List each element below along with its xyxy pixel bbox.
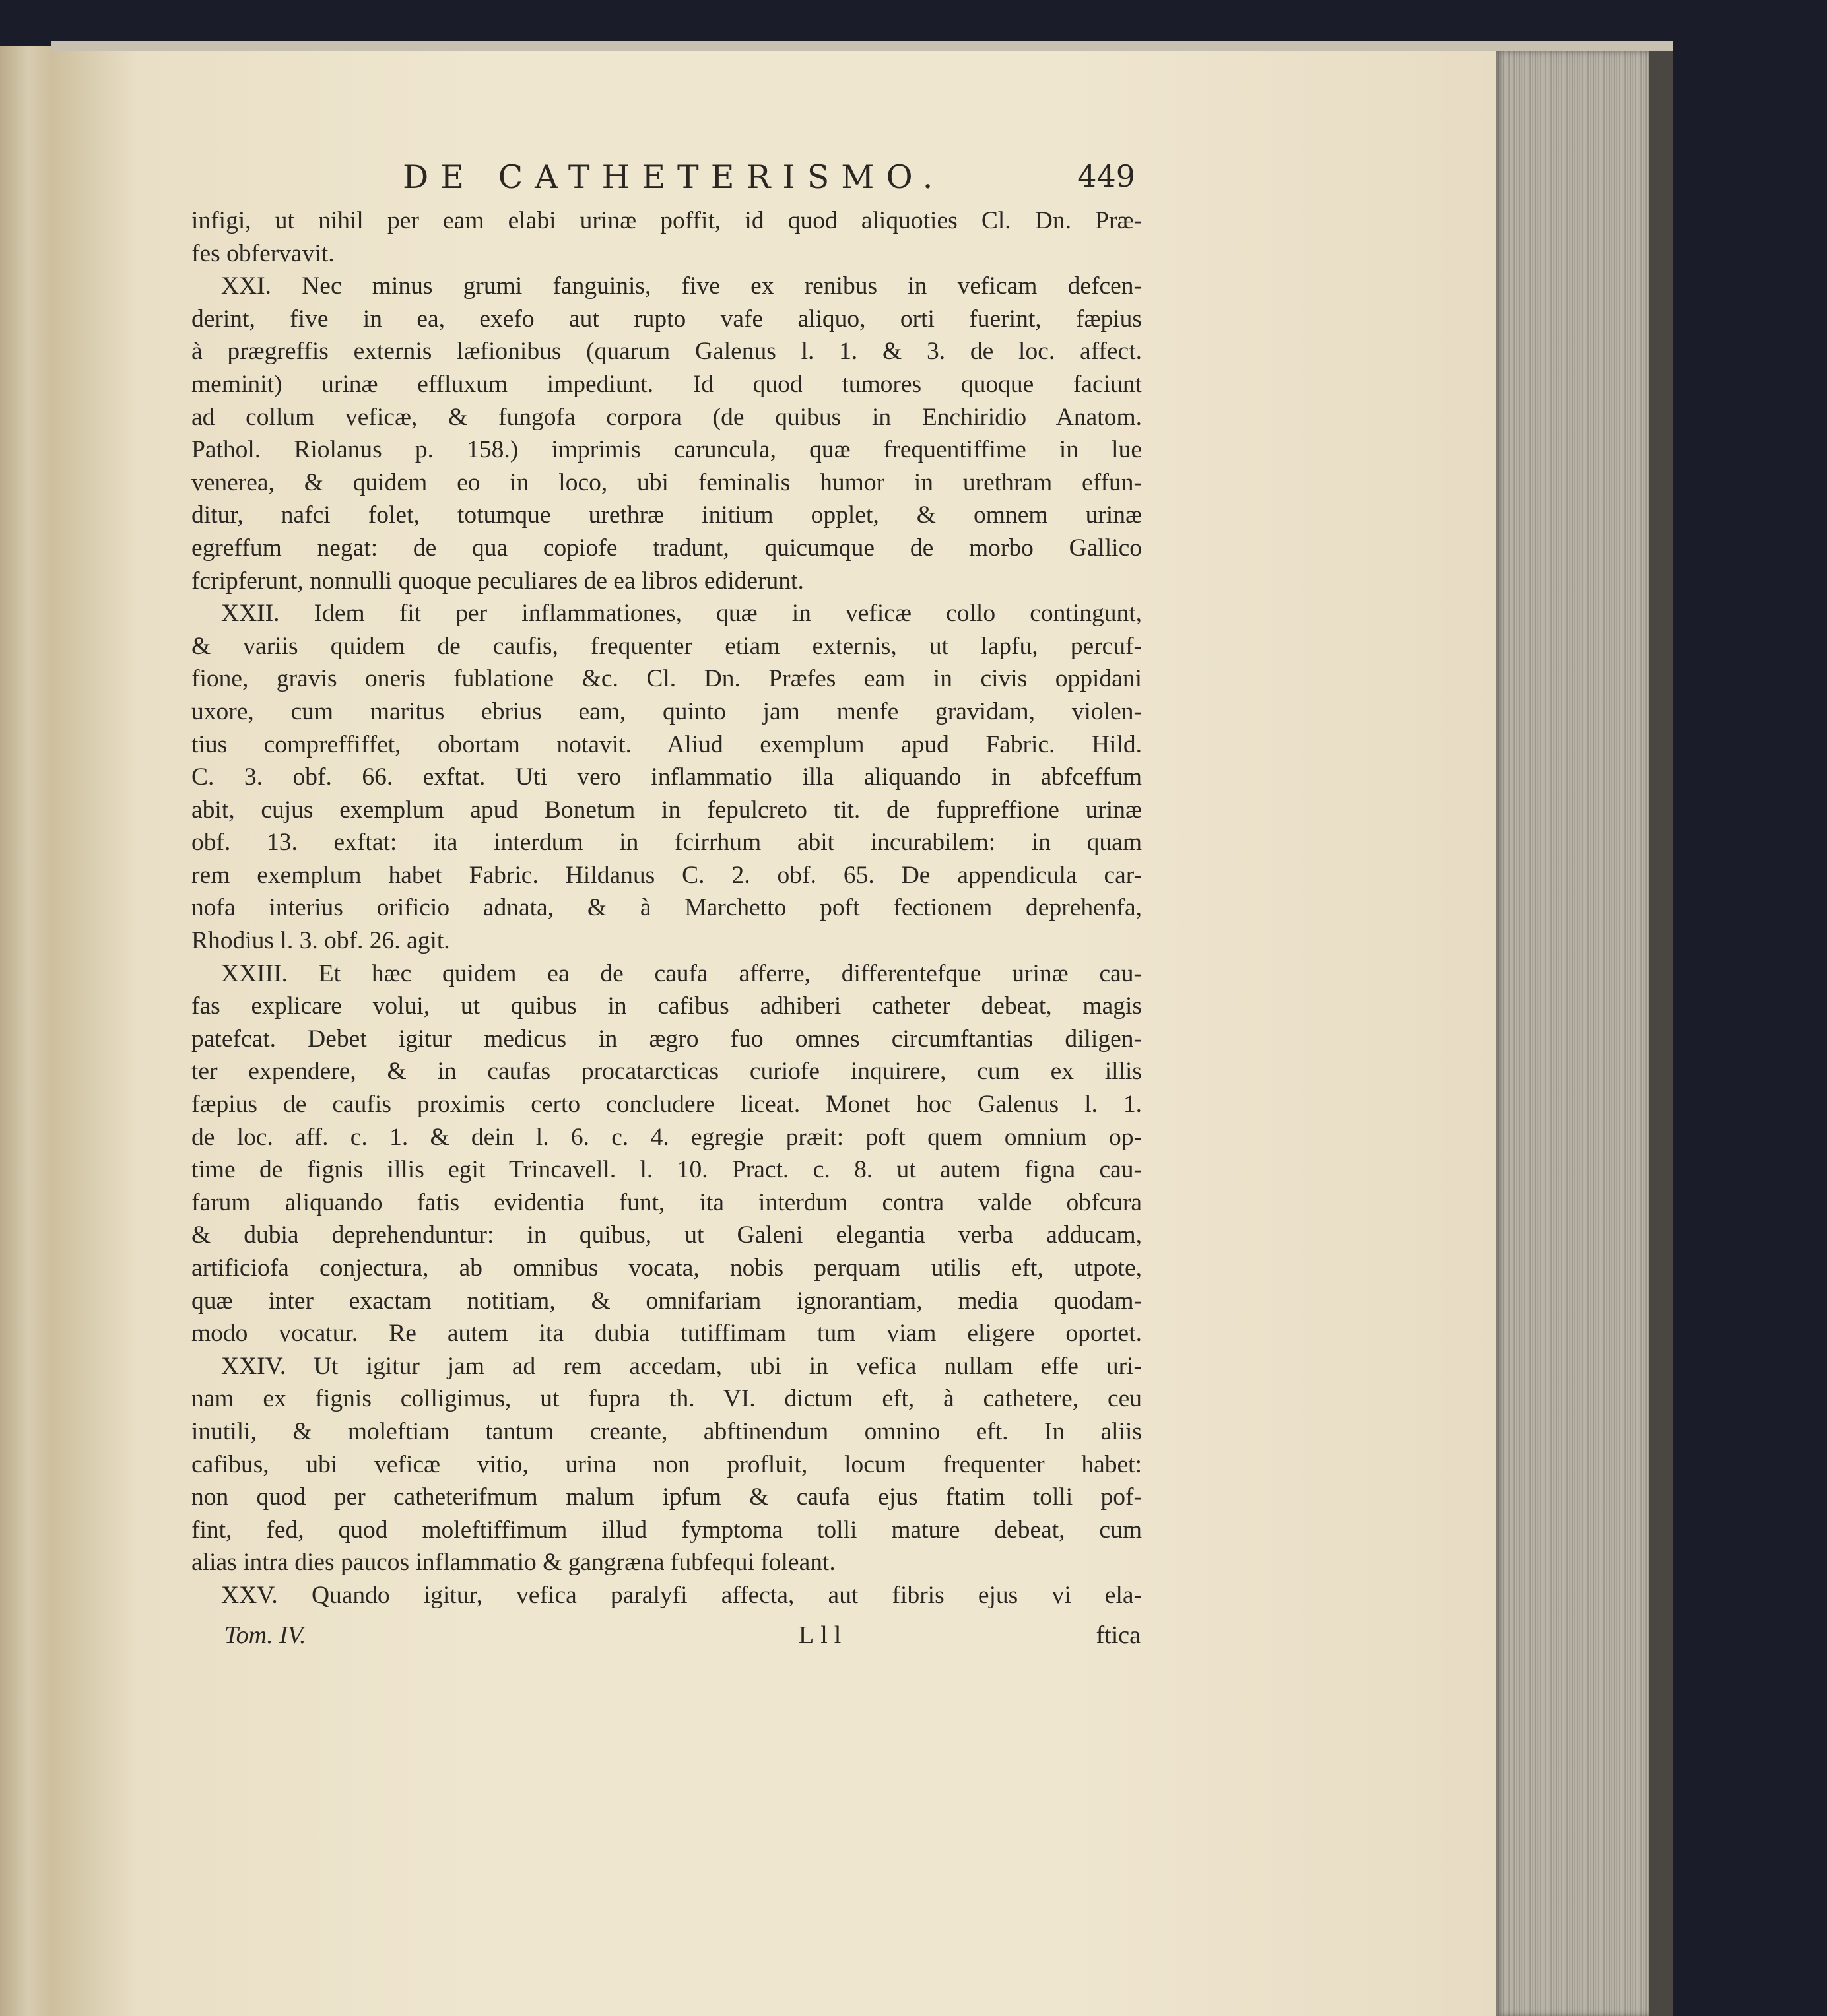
text-line: quæ inter exactam notitiam, & omnifariam ignorantiam, media quodam- [191,1287,1142,1315]
text-line: fes obfervavit. [191,240,335,267]
text-line: & dubia deprehenduntur: in quibus, ut Galeni elegantia verba adducam, [191,1221,1142,1249]
body-text [191,205,1142,1612]
text-line: abit, cujus exemplum apud Bonetum in fepulcreto tit. de fuppreffione urinæ [191,796,1142,824]
page-header [403,158,1135,205]
text-line: inutili, & moleftiam tantum creante, abftinendum omnino eft. In aliis [191,1417,1142,1445]
text-line: nofa interius orificio adnata, & à Marchetto poft fectionem deprehenfa, [191,894,1142,922]
text-line: rem exemplum habet Fabric. Hildanus C. 2. obf. 65. De appendicula car- [191,861,1142,889]
text-line: time de fignis illis egit Trincavell. l. 10. Pract. c. 8. ut autem figna cau- [191,1156,1142,1184]
text-line: fas explicare volui, ut quibus in cafibus adhiberi catheter debeat, magis [191,992,1142,1020]
text-line: ter expendere, & in caufas procatarcticas curiofe inquirere, cum ex illis [191,1058,1142,1086]
text-line: venerea, & quidem eo in loco, ubi feminalis humor in urethram effun- [191,469,1142,496]
text-line: non quod per catheterifmum malum ipfum & caufa ejus ftatim tolli pof- [191,1483,1142,1511]
text-line: Rhodius l. 3. obf. 26. agit. [191,927,450,955]
page-number: 449 [1077,158,1135,194]
text-line: XXI. Nec minus grumi fanguinis, five ex renibus in veficam defcen- [221,273,1142,300]
text-line: alias intra dies paucos inflammatio & gangræna fubfequi foleant. [191,1549,836,1577]
catchword: ftica [1096,1621,1141,1649]
text-line: obf. 13. exftat: ita interdum in fcirrhum abit incurabilem: in quam [191,829,1142,857]
text-line: fint, fed, quod moleftiffimum illud fymptoma tolli mature debeat, cum [191,1516,1142,1544]
text-line: C. 3. obf. 66. exftat. Uti vero inflammatio illa aliquando in abfceffum [191,764,1142,791]
page-stack-fore-edge [1496,51,1649,2016]
text-line: à prægreffis externis læfionibus (quarum Galenus l. 1. & 3. de loc. affect. [191,338,1142,366]
text-line: Pathol. Riolanus p. 158.) imprimis caruncula, quæ frequentiffime in lue [191,436,1142,464]
text-line: artificiofa conjectura, ab omnibus vocata, nobis perquam utilis eft, utpote, [191,1254,1142,1282]
text-line: fione, gravis oneris fublatione &c. Cl. Dn. Præfes eam in civis oppidani [191,665,1142,693]
text-line: fcripferunt, nonnulli quoque peculiares de ea libros ediderunt. [191,567,804,595]
text-line: ad collum veficæ, & fungofa corpora (de quibus in Enchiridio Anatom. [191,403,1142,431]
book-cover-edge [1649,51,1673,2016]
text-line: patefcat. Debet igitur medicus in ægro fuo omnes circumftantias diligen- [191,1025,1142,1053]
text-line: & variis quidem de caufis, frequenter etiam externis, ut lapfu, percuf- [191,632,1142,660]
text-line: de loc. aff. c. 1. & dein l. 6. c. 4. egregie præit: poft quem omnium op- [191,1123,1142,1151]
running-head: DE CATHETERISMO. [403,158,945,196]
text-line: modo vocatur. Re autem ita dubia tutiffimam tum viam eligere oportet. [191,1320,1142,1348]
text-line: egreffum negat: de qua copiofe tradunt, quicumque de morbo Gallico [191,534,1142,562]
text-line: XXV. Quando igitur, vefica paralyfi affecta, aut fibris ejus vi ela- [221,1581,1142,1609]
text-line: fæpius de caufis proximis certo concludere liceat. Monet hoc Galenus l. 1. [191,1091,1142,1119]
text-line: XXII. Idem fit per inflammationes, quæ in veficæ collo contingunt, [221,600,1142,628]
text-line: meminit) urinæ effluxum impediunt. Id quod tumores quoque faciunt [191,370,1142,398]
text-line: tius compreffiffet, obortam notavit. Aliud exemplum apud Fabric. Hild. [191,731,1142,758]
text-line: XXIV. Ut igitur jam ad rem accedam, ubi in vefica nullam effe uri- [221,1352,1142,1380]
text-line: ditur, nafci folet, totumque urethræ initium opplet, & omnem urinæ [191,502,1142,529]
text-line: XXIII. Et hæc quidem ea de caufa afferre, differentefque urinæ cau- [221,959,1142,987]
text-line: farum aliquando fatis evidentia funt, ita interdum contra valde obfcura [191,1188,1142,1216]
volume-label: Tom. IV. [224,1621,306,1649]
text-line: derint, five in ea, exefo aut rupto vafe aliquo, orti fuerint, fæpius [191,305,1142,333]
text-line: nam ex fignis colligimus, ut fupra th. VI. dictum eft, à cathetere, ceu [191,1385,1142,1413]
left-facing-page-edge [0,46,53,2016]
page-footer [224,1621,1141,1654]
signature-mark: Lll [799,1621,848,1649]
text-line: infigi, ut nihil per eam elabi urinæ poffit, id quod aliquoties Cl. Dn. Præ- [191,207,1142,234]
text-line: cafibus, ubi veficæ vitio, urina non profluit, locum frequenter habet: [191,1450,1142,1478]
text-line: uxore, cum maritus ebrius eam, quinto jam menfe gravidam, violen- [191,698,1142,725]
